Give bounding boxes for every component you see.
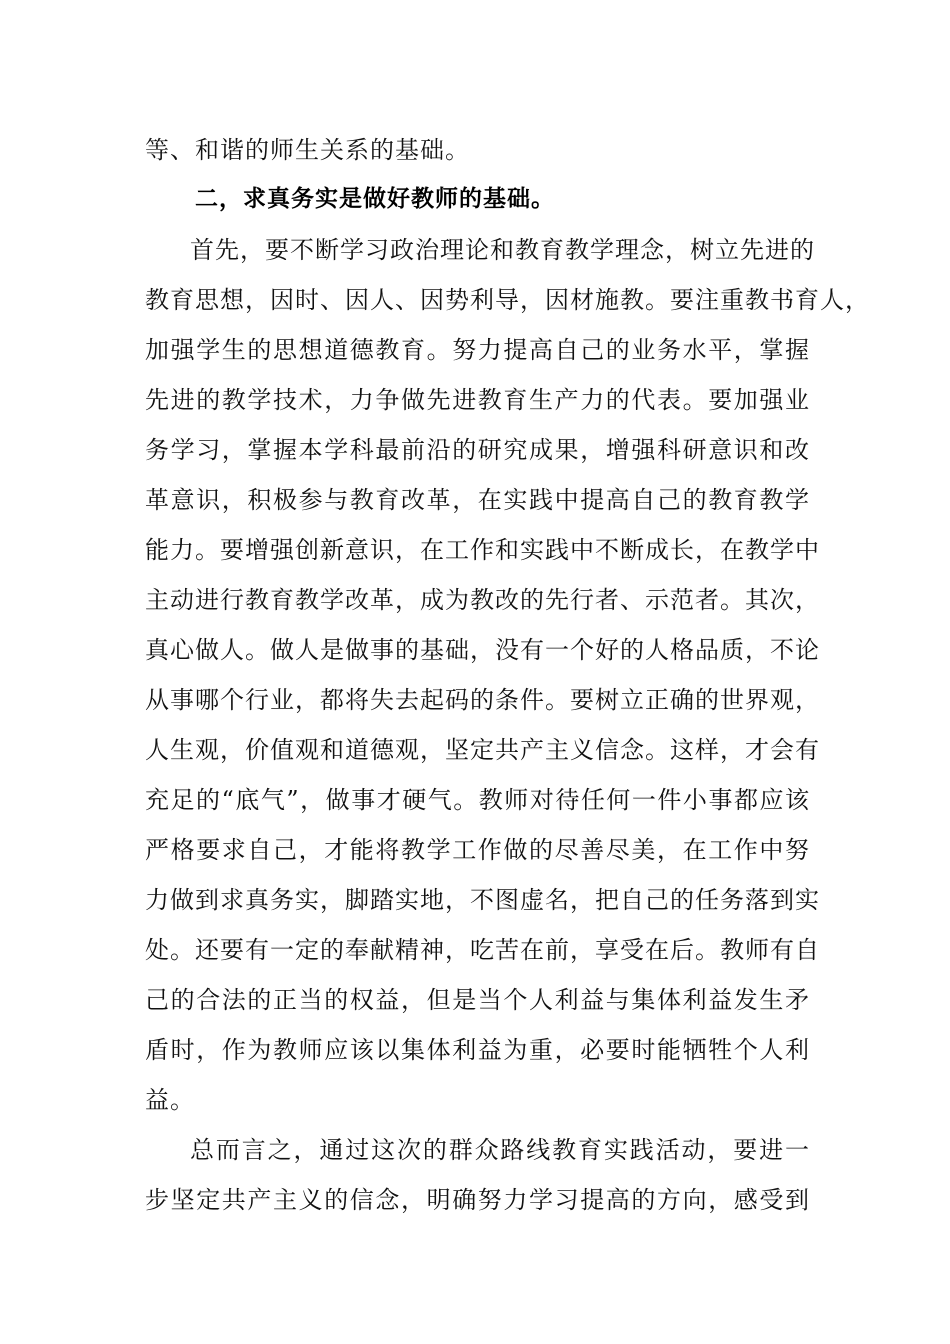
paragraph-line: 严格要求自己，才能将教学工作做的尽善尽美，在工作中努 (145, 836, 810, 864)
paragraph-line: 教育思想，因时、因人、因势利导，因材施教。要注重教书育人， (145, 286, 870, 314)
paragraph-line: 务学习，掌握本学科最前沿的研究成果，增强科研意识和改 (145, 436, 810, 464)
paragraph-line: 己的合法的正当的权益，但是当个人利益与集体利益发生矛 (145, 986, 810, 1014)
section-heading: 二，求真务实是做好教师的基础。 (195, 186, 555, 212)
paragraph-line: 能力。要增强创新意识，在工作和实践中不断成长，在教学中 (145, 536, 820, 564)
paragraph-line: 盾时，作为教师应该以集体利益为重，必要时能牺牲个人利 (145, 1036, 810, 1064)
paragraph-line: 力做到求真务实，脚踏实地，不图虚名，把自己的任务落到实 (145, 886, 820, 914)
paragraph-line: 革意识，积极参与教育改革，在实践中提高自己的教育教学 (145, 486, 810, 514)
paragraph-line: 从事哪个行业，都将失去起码的条件。要树立正确的世界观， (145, 686, 820, 714)
paragraph-line: 步坚定共产主义的信念，明确努力学习提高的方向，感受到 (145, 1186, 810, 1214)
paragraph-line: 加强学生的思想道德教育。努力提高自己的业务水平，掌握 (145, 336, 810, 364)
paragraph-line: 充足的“底气”，做事才硬气。教师对待任何一件小事都应该 (145, 786, 810, 814)
paragraph-line: 首先，要不断学习政治理论和教育教学理念，树立先进的 (190, 236, 815, 264)
paragraph-line: 真心做人。做人是做事的基础，没有一个好的人格品质，不论 (145, 636, 820, 664)
paragraph-line: 先进的教学技术，力争做先进教育生产力的代表。要加强业 (145, 386, 810, 414)
paragraph-line: 益。 (145, 1086, 195, 1114)
paragraph-line: 总而言之，通过这次的群众路线教育实践活动，要进一 (190, 1136, 810, 1164)
intro-line: 等、和谐的师生关系的基础。 (145, 136, 470, 164)
paragraph-line: 人生观，价值观和道德观，坚定共产主义信念。这样，才会有 (145, 736, 820, 764)
paragraph-line: 主动进行教育教学改革，成为教改的先行者、示范者。其次， (145, 586, 820, 614)
paragraph-line: 处。还要有一定的奉献精神，吃苦在前，享受在后。教师有自 (145, 936, 820, 964)
